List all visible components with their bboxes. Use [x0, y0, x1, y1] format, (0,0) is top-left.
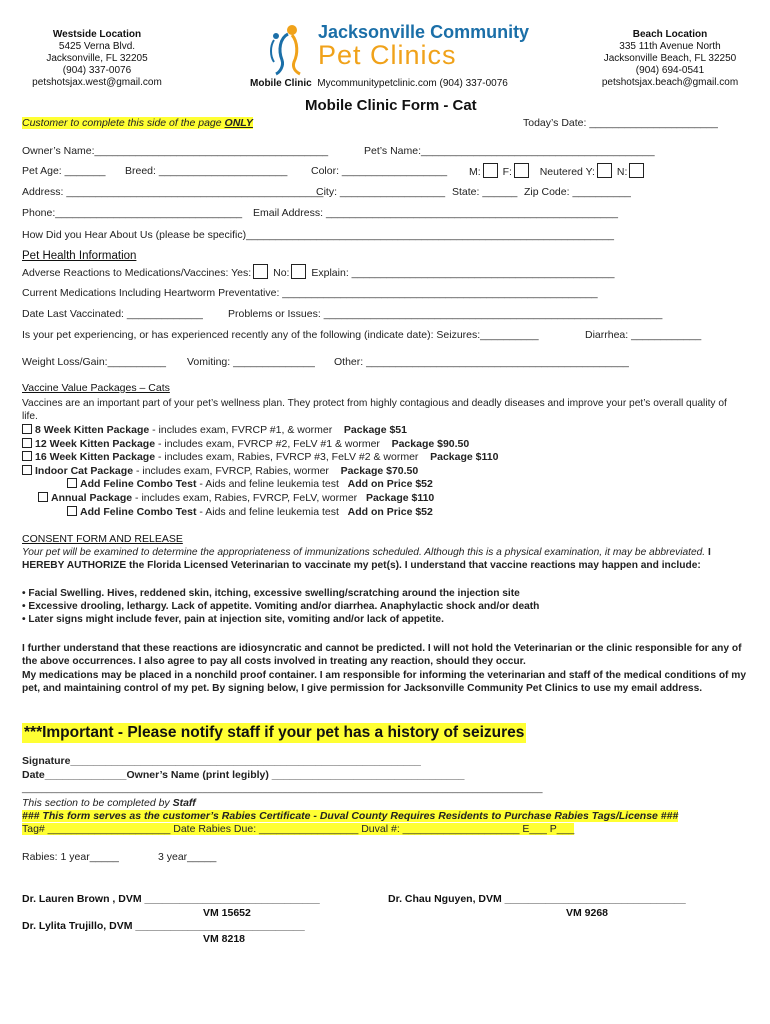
sex-checkboxes [469, 163, 646, 178]
zip-field[interactable]: Zip Code: __________ [524, 186, 631, 198]
date-owner-name-field[interactable]: Date______________Owner’s Name (print legibly) _________________________________ [22, 769, 465, 781]
neutered-yes-checkbox[interactable] [597, 163, 612, 178]
package-row[interactable]: 16 Week Kitten Package - includes exam, Rabies, FVRCP #3, FeLV #2 & wormer Package $110 [22, 451, 498, 463]
doctor-vm-number: VM 8218 [203, 933, 246, 945]
vaccine-packages-heading: Vaccine Value Packages – Cats [22, 382, 170, 394]
adverse-no-label: No: [273, 267, 290, 279]
signature-field[interactable]: Signature____________________________________________________________ [22, 755, 421, 767]
pets-name-field[interactable]: Pet’s Name:________________________________________ [364, 145, 655, 157]
state-field[interactable]: State: ______ [452, 186, 518, 198]
neutered-y-label: Neutered Y: [539, 166, 595, 178]
date-last-vaccinated-field[interactable]: Date Last Vaccinated: _____________ [22, 308, 203, 320]
westside-address2: Jacksonville, FL 32205 [46, 53, 148, 64]
doctor-signature-line[interactable]: Dr. Lauren Brown , DVM ______________________________ [22, 893, 320, 905]
consent-bullet: • Later signs might include fever, pain at injection site, vomiting and/or lack of appetite. [22, 614, 444, 625]
rabies-certificate-note: ### This form serves as the customer’s Rabies Certificate - Duval County Requires Residents to Purchase Rabies Tags/License ### [22, 810, 679, 822]
diarrhea-field[interactable]: Diarrhea: ____________ [585, 329, 702, 341]
breed-field[interactable]: Breed: ______________________ [125, 165, 288, 177]
doctor-signature-line[interactable]: Dr. Chau Nguyen, DVM _______________________________ [388, 893, 686, 905]
phone-field[interactable]: Phone:________________________________ [22, 207, 243, 219]
package-checkbox[interactable] [22, 465, 32, 475]
vomiting-field[interactable]: Vomiting: ______________ [187, 356, 315, 368]
female-checkbox[interactable] [514, 163, 529, 178]
neutered-no-checkbox[interactable] [629, 163, 644, 178]
address-field[interactable]: Address: ____________________________________________ [22, 186, 324, 198]
logo-title-bottom: Pet Clinics [318, 40, 457, 70]
owners-name-field[interactable]: Owner’s Name:________________________________________ [22, 145, 329, 157]
other-field[interactable]: Other: _____________________________________________ [334, 356, 629, 368]
tag-row[interactable]: Tag# _____________________ Date Rabies Due: _________________ Duval #: ____________________ E___ P___ [22, 823, 575, 835]
color-field[interactable]: Color: __________________ [311, 165, 448, 177]
package-checkbox[interactable] [22, 451, 32, 461]
customer-note [22, 117, 253, 129]
westside-name: Westside Location [52, 29, 142, 40]
package-checkbox[interactable] [22, 438, 32, 448]
adverse-no-checkbox[interactable] [291, 264, 306, 279]
addon-row[interactable]: Add Feline Combo Test - Aids and feline leukemia test Add on Price $52 [67, 506, 433, 518]
hear-about-field[interactable]: How Did you Hear About Us (please be specific)_______________________________________________________________ [22, 229, 614, 241]
staff-section-note: This section to be completed by Staff [22, 797, 196, 809]
westside-phone: (904) 337-0076 [62, 65, 132, 76]
email-field[interactable]: Email Address: __________________________________________________ [253, 207, 618, 219]
seizure-warning: ***Important - Please notify staff if your pet has a history of seizures [24, 724, 525, 741]
consent-bullet: • Excessive drooling, lethargy. Lack of appetite. Vomiting and/or diarrhea. Anaphylactic shock and/or death [22, 601, 540, 612]
mobile-clinic-info: Mycommunitypetclinic.com (904) 337-0076 [317, 78, 508, 89]
beach-phone: (904) 694-0541 [635, 65, 705, 76]
city-field[interactable]: City: __________________ [316, 186, 446, 198]
package-row[interactable]: Annual Package - includes exam, Rabies, FVRCP, FeLV, wormer Package $110 [38, 492, 434, 504]
westside-email: petshotsjax.west@gmail.com [32, 77, 162, 88]
f-label: F: [502, 166, 512, 178]
problems-field[interactable]: Problems or Issues: __________________________________________________________ [228, 308, 663, 320]
m-label: M: [469, 166, 481, 178]
todays-date-field[interactable]: Today’s Date: ______________________ [523, 117, 718, 129]
separator-line: ________________________________________________________________________________________________________ [22, 783, 543, 793]
male-checkbox[interactable] [483, 163, 498, 178]
westside-location [22, 29, 172, 89]
consent-paragraph-3: My medications may be placed in a nonchild proof container. I am responsible for informing the veterinarian and staff of the medical conditions of my pet, and maintaining control of my pet. By signing below, I give permission for Jacksonville Community Pet Clinics to use my email address. [22, 670, 747, 694]
clinic-logo [262, 20, 530, 76]
doctor-vm-number: VM 9268 [566, 907, 609, 919]
package-checkbox[interactable] [38, 492, 48, 502]
package-checkbox[interactable] [22, 424, 32, 434]
consent-paragraph-2: I further understand that these reactions are idiosyncratic and cannot be predicted. I will not hold the Veterinarian or the clinic responsible for any of the above occurrences. I also agree to pay all costs involved in treating any reaction, should they occur. [22, 643, 742, 667]
beach-location [595, 29, 745, 89]
beach-name: Beach Location [632, 29, 708, 40]
mobile-clinic-line [250, 78, 508, 89]
consent-heading: CONSENT FORM AND RELEASE [22, 533, 183, 545]
logo-title-top: Jacksonville Community [318, 22, 530, 42]
weight-field[interactable]: Weight Loss/Gain:__________ [22, 356, 166, 368]
pet-age-field[interactable]: Pet Age: _______ [22, 165, 106, 177]
consent-bullet: • Facial Swelling. Hives, reddened skin, itching, excessive swelling/scratching around the injection site [22, 588, 520, 599]
adverse-reactions-row [22, 264, 614, 279]
adverse-yes-checkbox[interactable] [253, 264, 268, 279]
seizures-field[interactable]: Is your pet experiencing, or has experienced recently any of the following (indicate date): Seizures:__________ [22, 329, 539, 341]
package-row[interactable]: 8 Week Kitten Package - includes exam, FVRCP #1, & wormer Package $51 [22, 424, 407, 436]
package-row[interactable]: 12 Week Kitten Package - includes exam, FVRCP #2, FeLV #1 & wormer Package $90.50 [22, 438, 469, 450]
n-label: N: [616, 166, 628, 178]
consent-paragraph-1: Your pet will be examined to determine the appropriateness of immunizations scheduled. Although this is a physical examination, it may be abbreviated. I HEREBY AUTHORIZE the Florida Licensed Veterinarian to vaccinate my pet(s). I understand that vaccine reactions may happen and include: [22, 547, 711, 571]
rabies-3-year-field[interactable]: 3 year_____ [158, 851, 217, 863]
vaccine-intro: Vaccines are an important part of your pet’s wellness plan. They protect from highly contagious and deadly diseases and improve your pet’s overall quality of life. [22, 398, 727, 422]
mobile-clinic-label: Mobile Clinic [250, 78, 312, 89]
doctor-vm-number: VM 15652 [203, 907, 251, 919]
addon-row[interactable]: Add Feline Combo Test - Aids and feline leukemia test Add on Price $52 [67, 478, 433, 490]
beach-address2: Jacksonville Beach, FL 32250 [603, 53, 737, 64]
adverse-label: Adverse Reactions to Medications/Vaccines: Yes: [22, 267, 252, 279]
doctor-signature-line[interactable]: Dr. Lylita Trujillo, DVM _____________________________ [22, 920, 305, 932]
form-title: Mobile Clinic Form - Cat [305, 97, 477, 114]
customer-note-text: Customer to complete this side of the page ONLY [22, 117, 253, 129]
cat-dog-logo-icon [262, 20, 312, 76]
westside-address1: 5425 Verna Blvd. [58, 41, 136, 52]
current-medications-field[interactable]: Current Medications Including Heartworm Preventative: ______________________________________________________ [22, 287, 598, 299]
beach-address1: 335 11th Avenue North [619, 41, 721, 52]
pet-health-heading: Pet Health Information [22, 250, 137, 262]
addon-checkbox[interactable] [67, 478, 77, 488]
addon-checkbox[interactable] [67, 506, 77, 516]
explain-field[interactable]: Explain: _____________________________________________ [311, 267, 615, 279]
package-row[interactable]: Indoor Cat Package - includes exam, FVRCP, Rabies, wormer Package $70.50 [22, 465, 418, 477]
rabies-1-year-field[interactable]: Rabies: 1 year_____ [22, 851, 119, 863]
beach-email: petshotsjax.beach@gmail.com [601, 77, 739, 88]
